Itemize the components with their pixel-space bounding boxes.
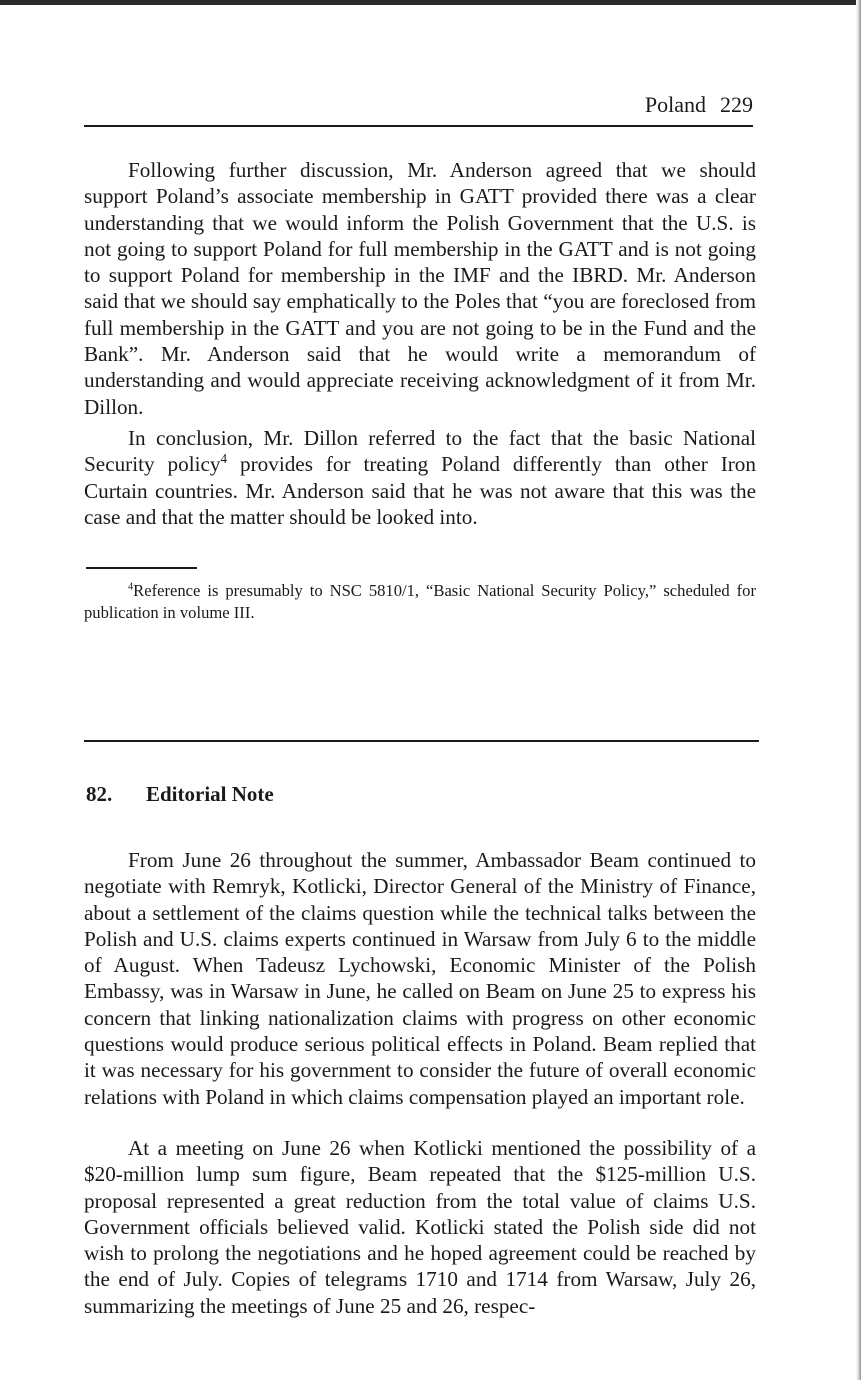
- section-heading: [86, 780, 274, 808]
- section-rule: [84, 740, 759, 742]
- section-title: Editorial Note: [146, 782, 274, 806]
- scan-top-edge: [0, 0, 861, 5]
- paragraph-2-text-end: provides for treating Poland differently than other Iron Curtain countries. Mr. Anderson said that he was not aware that this was the case and that the matter should be looked into.: [84, 452, 756, 529]
- body-paragraph-1: Following further discussion, Mr. Anderson agreed that we should support Poland’s associate membership in GATT provided there was a clear understanding that we would inform the Polish Government that the U.S. is not going to support Poland for full membership in the GATT and is not going to support Poland for membership in the IMF and the IBRD. Mr. Anderson said that we should say emphatically to the Poles that “you are foreclosed from full membership in the GATT and you are not going to be in the Fund and the Bank”. Mr. Anderson said that he would write a memorandum of understanding and would appreciate receiving acknowledgment of it from Mr. Dillon.: [84, 158, 756, 419]
- footnote-rule: [86, 567, 197, 569]
- footnote-marker: 4: [128, 581, 134, 593]
- running-head: [84, 90, 753, 120]
- header-rule: [84, 125, 753, 127]
- editorial-paragraph-2: At a meeting on June 26 when Kotlicki mentioned the possibility of a $20-million lump sum figure, Beam repeated that the $125-million U.S. proposal represented a great reduction from the total value of claims U.S. Government officials believed valid. Kotlicki stated the Polish side did not wish to prolong the negotiations and he hoped agreement could be reached by the end of July. Copies of telegrams 1710 and 1714 from Warsaw, July 26, summarizing the meetings of June 25 and 26, respec-: [84, 1136, 756, 1318]
- body-paragraph-2: [84, 425, 756, 530]
- page-number: 229: [720, 92, 753, 117]
- scan-right-edge: [856, 0, 861, 1380]
- running-head-title: Poland: [644, 92, 706, 117]
- paragraph-2-text-start: In conclusion, Mr. Dillon referred to the fact that the basic National Security policy: [84, 426, 756, 477]
- footnote-text: Reference is presumably to NSC 5810/1, “Basic National Security Policy,” scheduled for publication in volume III.: [84, 581, 756, 622]
- footnote-reference-4[interactable]: 4: [220, 451, 228, 467]
- section-number: 82.: [86, 782, 113, 806]
- editorial-paragraph-1: From June 26 throughout the summer, Ambassador Beam continued to negotiate with Remryk, Kotlicki, Director General of the Ministry of Finance, about a settlement of the claims question while the technical talks between the Polish and U.S. claims experts continued in Warsaw from July 6 to the middle of August. When Tadeusz Lychowski, Economic Minister of the Polish Embassy, was in Warsaw in June, he called on Beam on June 25 to express his concern that linking nationalization claims with progress on other economic questions would produce serious political effects in Poland. Beam replied that it was necessary for his government to consider the future of overall economic relations with Poland in which claims compensation played an important role.: [84, 848, 756, 1109]
- footnote-4: [84, 580, 756, 624]
